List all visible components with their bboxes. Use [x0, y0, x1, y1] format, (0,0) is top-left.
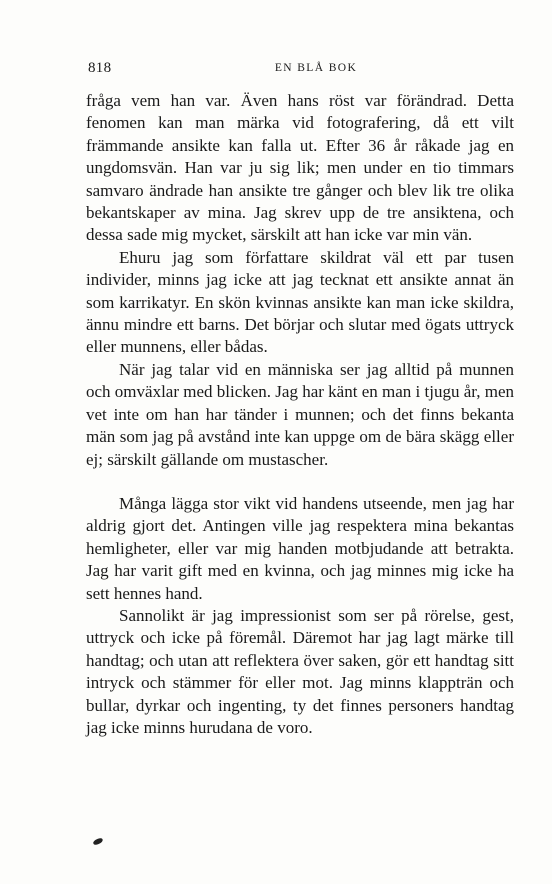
- paragraph: Många lägga stor vikt vid handens utseende, men jag har aldrig gjort det. Antingen ville jag respektera mina bekantas hemligheter, eller var mig handen motbjudande att betrakta. Jag har varit gift med en kvinna, och jag minnes mig icke ha sett hennes hand.: [86, 493, 514, 603]
- paragraph: Ehuru jag som författare skildrat väl ett par tusen individer, minns jag icke att jag tecknat ett ansikte annat än som karrikatyr. En skön kvinnas ansikte kan man icke skildra, ännu mindre ett barns. Det börjar och slutar med ögats uttryck eller munnens, eller bådas.: [86, 247, 514, 357]
- running-title: EN BLÅ BOK: [274, 62, 358, 74]
- ink-speck: [92, 837, 103, 845]
- paragraph: Sannolikt är jag impressionist som ser på rörelse, gest, uttryck och icke på föremål. Däremot har jag lagt märke till handtag; och utan att reflektera över saken, gör ett handtag sitt intryck och stämmer för eller mot. Jag minns klappträn och bullar, dyrkar och ingenting, ty det finnes personers handtag jag icke minns hurudana de voro.: [86, 605, 514, 737]
- paragraph: När jag talar vid en människa ser jag alltid på munnen och omväxlar med blicken. Jag har känt en man i tjugu år, men vet inte om han har tänder i munnen; och det finns bekanta män som jag på avstånd inte kan uppge om de bära skägg eller ej; särskilt gällande om mustascher.: [86, 359, 514, 469]
- page-number: 818: [88, 60, 112, 76]
- page-header: [88, 60, 514, 82]
- body-text: [86, 90, 514, 739]
- paragraph-continued: fråga vem han var. Även hans röst var förändrad. Detta fenomen kan man märka vid fotografering, då ett vilt främmande ansikte kan falla ut. Efter 36 år råkade jag en ungdomsvän. Han var ju sig lik; men under en tio timmars samvaro ändrade han ansikte tre gånger och blev lik tre olika bekantskaper av mina. Jag skrev upp de tre ansiktena, och dessa sade mig mycket, särskilt att han icke var min vän.: [86, 91, 514, 245]
